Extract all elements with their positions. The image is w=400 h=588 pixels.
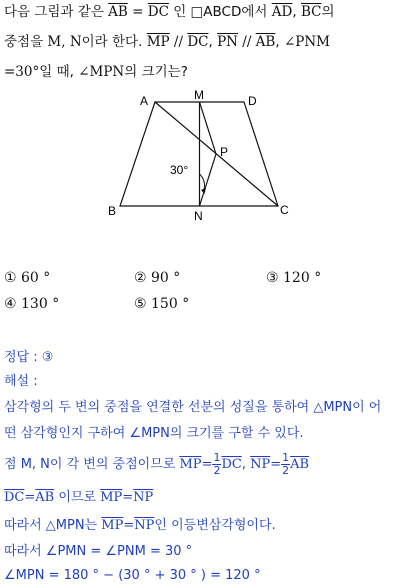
explanation-line-1: 삼각형의 두 변의 중점을 연결한 선분의 성질을 통하여 △MPN이 어 — [4, 400, 382, 415]
choice-4[interactable] — [4, 296, 59, 312]
question-text: 인 □ABCD에서 — [173, 4, 268, 20]
answer-label: 정답 : — [4, 350, 38, 365]
choice-number: ③ — [266, 270, 279, 286]
label-d: D — [248, 94, 257, 108]
explanation-line-2: 떤 삼각형인지 구하여 ∠MPN의 크기를 구할 수 있다. — [4, 426, 304, 441]
equals-sign: = — [201, 457, 213, 472]
choice-value: 150 ° — [151, 296, 190, 312]
label-c: C — [280, 203, 289, 217]
segment-ab: $\overline{AB}$ — [35, 490, 55, 505]
parallel-sign: // — [242, 34, 252, 50]
choice-number: ④ — [4, 296, 17, 312]
choice-5[interactable] — [134, 296, 189, 312]
segment-ab: $\overline{AB}$ — [255, 34, 276, 50]
label-p: P — [220, 145, 229, 159]
angle-label: 30° — [170, 163, 189, 177]
segment-mp: $\overline{MP}$ — [100, 490, 123, 505]
choice-3[interactable] — [266, 270, 321, 286]
choice-number: ① — [4, 270, 17, 286]
segment-np: $\overline{NP}$ — [250, 457, 271, 472]
choice-value: 130 ° — [21, 296, 60, 312]
choice-value: 90 ° — [151, 270, 181, 286]
equals-sign: = — [24, 490, 36, 505]
explanation-line-6: 따라서 ∠PMN = ∠PNM = 30 ° — [4, 544, 193, 559]
segment-mp: $\overline{MP}$ — [146, 34, 170, 50]
comma: , — [292, 4, 297, 20]
equals-sign: = — [132, 4, 144, 20]
explanation-label: 해설 : — [4, 374, 38, 389]
choice-1[interactable] — [4, 270, 50, 286]
segment-dc: $\overline{DC}$ — [221, 457, 242, 472]
segment-mp: $\overline{MP}$ — [101, 518, 124, 533]
explanation-text: 이므로 — [58, 490, 97, 505]
label-b: B — [108, 204, 117, 218]
diagonal-ac — [155, 102, 278, 206]
choice-number: ② — [134, 270, 147, 286]
label-a: A — [140, 94, 149, 108]
fraction-denominator: 2 — [213, 464, 221, 477]
segment-dc: $\overline{DC}$ — [4, 490, 25, 505]
angle-value: =30° — [4, 64, 40, 80]
explanation-line-5 — [4, 516, 276, 536]
segment-ad: $\overline{AD}$ — [271, 4, 293, 20]
question-text: 이라 한다. — [81, 34, 143, 50]
segment-ab: $\overline{AB}$ — [290, 457, 310, 472]
segment-bc: $\overline{BC}$ — [300, 4, 322, 20]
question-line-2 — [4, 32, 330, 52]
equals-sign: = — [123, 518, 135, 533]
label-m: M — [194, 88, 204, 102]
question-text: 일 때, — [39, 64, 74, 80]
segment-np: $\overline{NP}$ — [134, 518, 155, 533]
segment-mp: $\overline{MP}$ — [179, 457, 202, 472]
question-text: 다음 그림과 같은 — [4, 4, 104, 20]
segment-pn — [200, 154, 217, 206]
fraction-denominator: 2 — [282, 464, 290, 477]
fraction-numerator: 1 — [282, 451, 290, 464]
answer-line — [4, 348, 53, 368]
segment-np: $\overline{NP}$ — [133, 490, 154, 505]
label-n: N — [194, 209, 203, 223]
angle-pnm: ∠PNM — [283, 34, 330, 50]
choice-value: 120 ° — [283, 270, 322, 286]
choice-number: ⑤ — [134, 296, 147, 312]
explanation-text: 점 M, N이 각 변의 중점이므로 — [4, 457, 176, 472]
comma: , — [275, 34, 280, 50]
explanation-line-4 — [4, 488, 153, 508]
question-line-3 — [4, 62, 188, 82]
explanation-line-3 — [4, 452, 309, 477]
segment-dc: $\overline{DC}$ — [147, 4, 169, 20]
explanation-text: 따라서 △MPN는 — [4, 518, 98, 533]
fraction-half — [281, 452, 290, 477]
segment-pn: $\overline{PN}$ — [217, 34, 238, 50]
trapezoid-figure — [100, 88, 300, 228]
explanation-text: 인 이등변삼각형이다. — [154, 518, 276, 533]
choice-value: 60 ° — [21, 270, 51, 286]
question-line-1 — [4, 2, 335, 22]
equals-sign: = — [122, 490, 134, 505]
answer-value: ③ — [41, 350, 54, 365]
equals-sign: = — [270, 457, 282, 472]
angle-mpn: ∠MPN — [78, 64, 125, 80]
question-text: 중점을 — [4, 34, 44, 50]
parallel-sign: // — [173, 34, 184, 50]
fraction-numerator: 1 — [213, 451, 221, 464]
comma: , — [208, 34, 213, 50]
choice-2[interactable] — [134, 270, 180, 286]
segment-dc: $\overline{DC}$ — [187, 34, 209, 50]
midpoint-names: M, N — [47, 34, 82, 50]
comma: , — [241, 457, 246, 472]
question-text: 의 크기는? — [124, 64, 188, 80]
explanation-line-7: ∠MPN = 180 ° − (30 ° + 30 ° ) = 120 ° — [4, 568, 261, 583]
segment-ab: $\overline{AB}$ — [108, 4, 128, 20]
question-text: 의 — [321, 4, 335, 20]
angle-arc — [200, 174, 205, 190]
